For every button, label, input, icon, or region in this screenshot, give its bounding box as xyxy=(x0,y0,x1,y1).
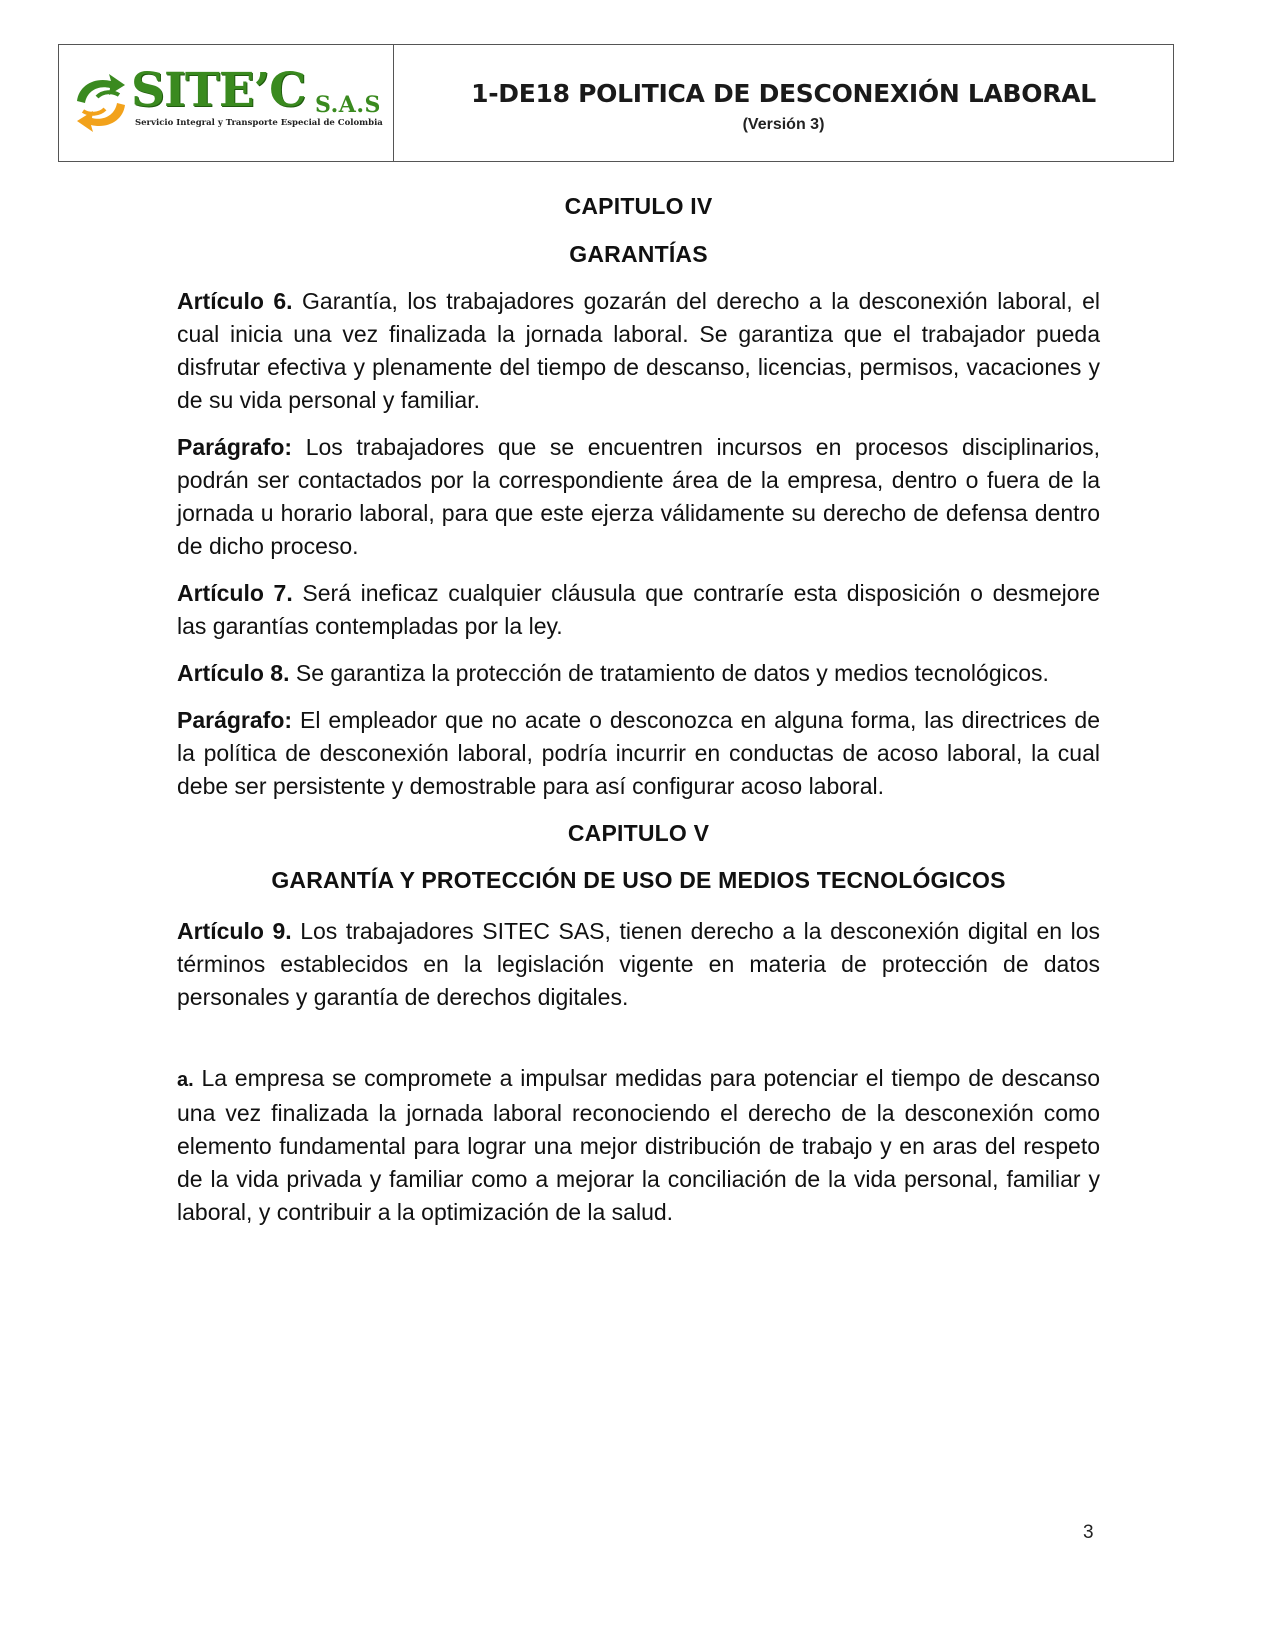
paragraph-2-lead: Parágrafo: xyxy=(177,707,293,733)
article-7 xyxy=(177,577,1100,643)
company-logo xyxy=(59,45,394,161)
document-header xyxy=(58,44,1174,162)
document-body xyxy=(177,190,1100,1229)
article-6-text: Garantía, los trabajadores gozarán del derecho a la desconexión laboral, el cual inicia una vez finalizada la jornada laboral. Se garantiza que el trabajador pueda disfrutar efectiva y plenamente del tiempo de descanso, licencias, permisos, vacaciones y de su vida personal y familiar. xyxy=(177,288,1101,413)
logo-brand: SITE’C xyxy=(131,63,306,118)
paragraph-1 xyxy=(177,431,1100,563)
paragraph-1-text: Los trabajadores que se encuentren incursos en procesos disciplinarios, podrán ser contactados por la correspondiente área de la empresa, dentro o fuera de la jornada u horario laboral, para que este ejerza válidamente su derecho de defensa dentro de dicho proceso. xyxy=(177,434,1101,559)
article-9-text: Los trabajadores SITEC SAS, tienen derecho a la desconexión digital en los términos establecidos en la legislación vigente en materia de protección de datos personales y garantía de derechos digitales. xyxy=(177,918,1101,1010)
article-9-lead: Artículo 9. xyxy=(177,918,292,944)
logo-tagline: Servicio Integral y Transporte Especial de Colombia xyxy=(135,118,383,128)
paragraph-2-text: El empleador que no acate o desconozca en alguna forma, las directrices de la política de desconexión laboral, podría incurrir en conductas de acoso laboral, la cual debe ser persistente y demostrable para así configurar acoso laboral. xyxy=(177,707,1101,799)
item-a-text: La empresa se compromete a impulsar medidas para potenciar el tiempo de descanso una vez finalizada la jornada laboral reconociendo el derecho de la desconexión como elemento fundamental para lograr una mejor distribución de trabajo y en aras del respeto de la vida privada y familiar como a mejorar la conciliación de la vida personal, familiar y laboral, y contribuir a la optimización de la salud. xyxy=(177,1065,1100,1225)
article-7-text: Será ineficaz cualquier cláusula que contraríe esta disposición o desmejore las garantías contempladas por la ley. xyxy=(177,580,1100,639)
article-8 xyxy=(177,657,1100,690)
page-number: 3 xyxy=(1083,1522,1094,1543)
chapter-5-title: GARANTÍA Y PROTECCIÓN DE USO DE MEDIOS TECNOLÓGICOS xyxy=(271,867,1006,893)
article-6 xyxy=(177,285,1100,417)
paragraph-2 xyxy=(177,704,1100,803)
recycle-arrows-icon xyxy=(69,71,133,135)
logo-suffix: S.A.S xyxy=(315,92,381,118)
article-6-lead: Artículo 6. xyxy=(177,288,293,314)
item-a-lead: a. xyxy=(177,1069,194,1091)
article-8-text: Se garantiza la protección de tratamiento de datos y medios tecnológicos. xyxy=(295,660,1049,686)
title-cell xyxy=(394,45,1173,161)
chapter-4-label: CAPITULO IV xyxy=(564,193,713,219)
item-a xyxy=(177,1062,1100,1229)
article-9 xyxy=(177,915,1100,1014)
article-8-lead: Artículo 8. xyxy=(177,660,290,686)
article-7-lead: Artículo 7. xyxy=(177,580,293,606)
chapter-4-title: GARANTÍAS xyxy=(569,241,708,267)
document-title: 1-DE18 POLITICA DE DESCONEXIÓN LABORAL xyxy=(471,78,1096,108)
paragraph-1-lead: Parágrafo: xyxy=(177,434,293,460)
document-version: (Versión 3) xyxy=(742,115,825,133)
chapter-5-label: CAPITULO V xyxy=(567,820,710,846)
